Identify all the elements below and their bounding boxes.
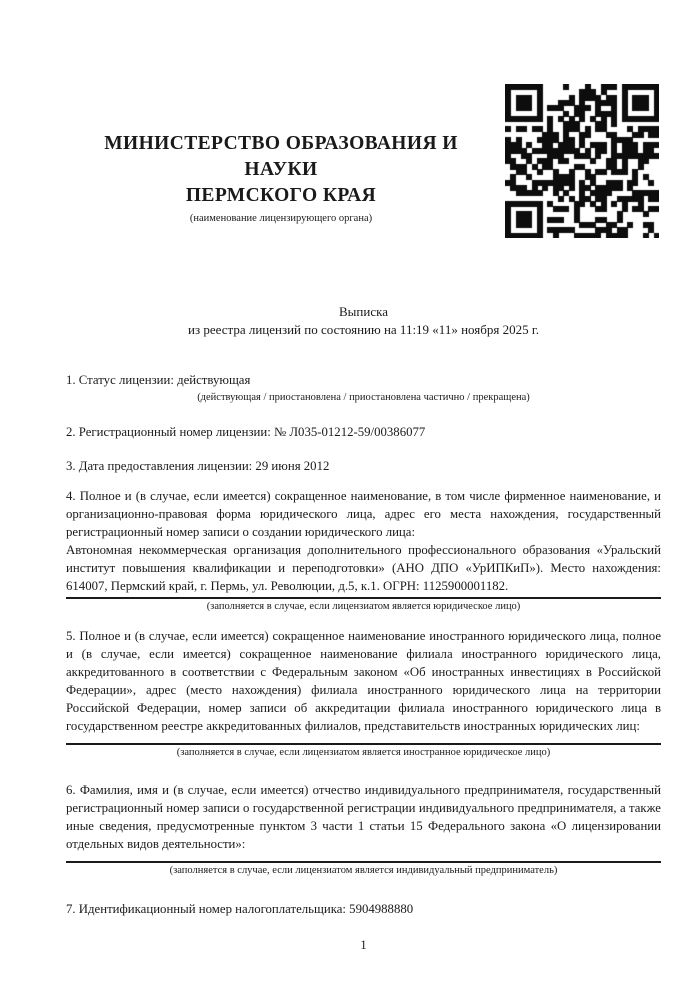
legal-entity-caption: (заполняется в случае, если лицензиатом является юридическое лицо) bbox=[206, 601, 521, 612]
foreign-entity-caption: (заполняется в случае, если лицензиатом является иностранное юридическое лицо) bbox=[176, 747, 551, 758]
issuing-authority-caption: (наименование лицензирующего органа) bbox=[189, 213, 373, 224]
qr-code-icon bbox=[505, 84, 659, 238]
item-taxpayer-number bbox=[66, 900, 661, 918]
document-title bbox=[66, 303, 661, 339]
page-number: 1 bbox=[360, 938, 367, 952]
legal-entity-value: Автономная некоммерческая организация дополнительного профессионального образования «Уральский институт повышения квалификации и переподготовки» (АНО ДПО «УрИПКиП»). Место нахождения: 614007, Пермский край, г. Пермь, ул. Революции, д.5, к.1. ОГРН: 1125900001182. bbox=[66, 543, 661, 593]
document-header bbox=[0, 0, 700, 240]
item-grant-date bbox=[66, 457, 661, 475]
individual-entrepreneur-caption: (заполняется в случае, если лицензиатом является индивидуальный предприниматель) bbox=[169, 865, 558, 876]
grant-date-text: 3. Дата предоставления лицензии: 29 июня 2012 bbox=[66, 459, 330, 473]
individual-entrepreneur-text: 6. Фамилия, имя и (в случае, если имеется) отчество индивидуального предпринимателя, государственный регистрационный номер записи о государственной регистрации индивидуального предпринимателя, а также иные сведения, предусмотренные пунктом 3 части 1 статьи 15 Федерального закона «О лицензировании отдельных видов деятельности»: bbox=[66, 783, 661, 851]
ministry-name-line1: МИНИСТЕРСТВО ОБРАЗОВАНИЯ И НАУКИ bbox=[104, 133, 458, 180]
document-title-line1: Выписка bbox=[339, 304, 388, 319]
ministry-name-line2: ПЕРМСКОГО КРАЯ bbox=[185, 185, 377, 206]
item-individual-entrepreneur bbox=[66, 781, 661, 878]
taxpayer-number-text: 7. Идентификационный номер налогоплательщика: 5904988880 bbox=[66, 902, 414, 916]
document-body bbox=[66, 303, 661, 954]
registration-number-text: 2. Регистрационный номер лицензии: № Л035-01212-59/00386077 bbox=[66, 425, 426, 439]
document-title-line2: из реестра лицензий по состоянию на 11:19 «11» ноября 2025 г. bbox=[188, 322, 539, 337]
foreign-entity-text: 5. Полное и (в случае, если имеется) сокращенное наименование иностранного юридического лица, полное и (в случае, если имеется) сокращенное наименование филиала иностранного юридического лица, аккредитованного в соответствии с Федеральным законом «Об иностранных инвестициях в Российской Федерации», адрес (место нахождения) филиала иностранного юридического лица на территории Российской Федерации, номер записи об аккредитации филиала иностранного юридического лица в государственном реестре аккредитованных филиалов, представительств иностранных юридических лиц: bbox=[66, 629, 661, 733]
license-status-text: 1. Статус лицензии: действующая bbox=[66, 373, 251, 387]
legal-entity-text: 4. Полное и (в случае, если имеется) сокращенное наименование, в том числе фирменное наименование, и организационно-правовая форма юридического лица, адрес его места нахождения, государственный регистрационный номер записи о создании юридического лица: bbox=[66, 489, 661, 539]
issuing-authority-block bbox=[66, 131, 496, 226]
item-foreign-entity bbox=[66, 627, 661, 760]
item-registration-number bbox=[66, 423, 661, 441]
item-legal-entity bbox=[66, 487, 661, 614]
license-status-caption: (действующая / приостановлена / приостановлена частично / прекращена) bbox=[197, 392, 530, 403]
item-license-status bbox=[66, 371, 661, 405]
